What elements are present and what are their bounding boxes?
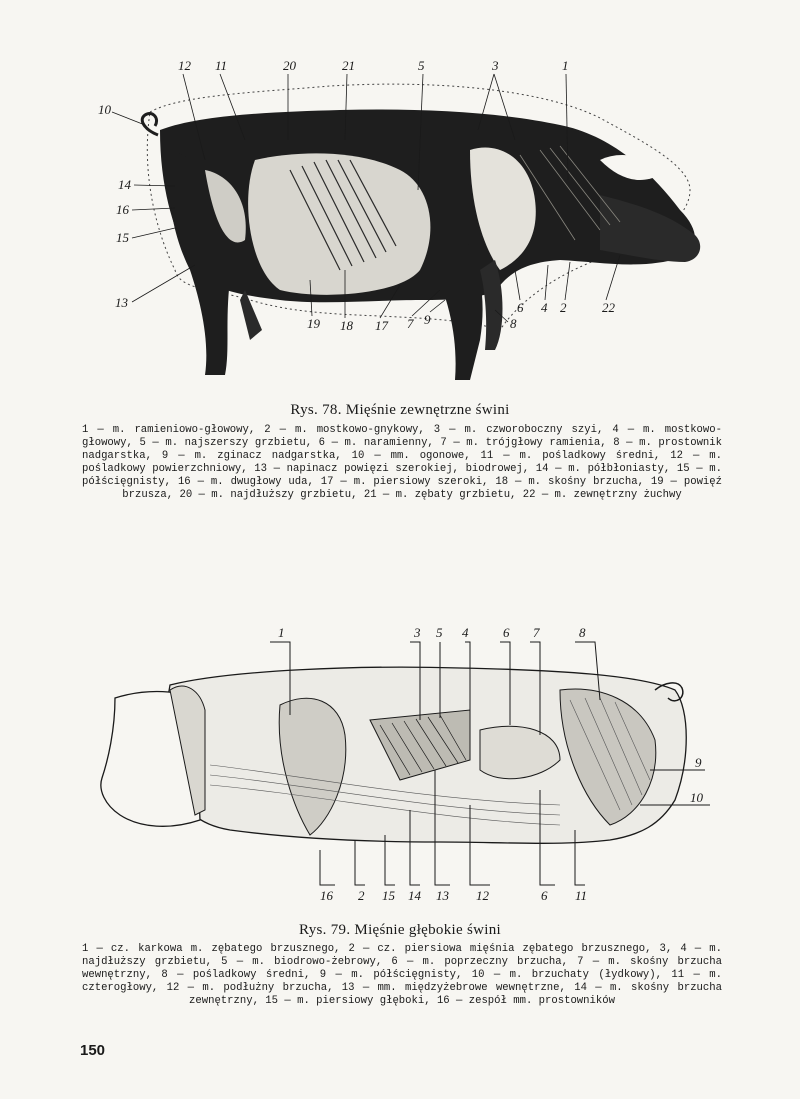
callout-9: 9 [695,755,702,770]
callout-7: 7 [533,625,540,640]
callout-6b: 6 [541,888,548,903]
callout-4: 4 [462,625,469,640]
figure-78-callouts-top [178,58,569,73]
callout-14: 14 [118,177,131,192]
callout-11: 11 [215,58,228,73]
callout-14: 14 [408,888,421,903]
callout-10: 10 [690,790,703,805]
callout-5: 5 [418,58,425,73]
callout-11: 11 [575,888,588,903]
callout-15: 15 [382,888,395,903]
callout-15: 15 [116,230,129,245]
callout-7: 7 [407,316,414,331]
figure-79-illustration [0,610,800,910]
callout-16: 16 [320,888,333,903]
figure-79-callouts-right [690,755,704,805]
callout-2: 2 [358,888,365,903]
callout-1: 1 [562,58,569,73]
figure-79-callouts-bottom [320,888,587,903]
callout-13: 13 [115,295,128,310]
callout-12: 12 [476,888,489,903]
figure-78-caption-body: 1 — m. ramieniowo-głowowy, 2 — m. mostkowo-gnykowy, 3 — m. czworoboczny szyi, 4 — m. mostkowo-głowowy, 5 — m. najszerszy grzbietu, 6 — m. naramienny, 7 — m. trójgłowy ramienia, 8 — m. prostownik nadgarstka, 9 — m. zginacz nadgarstka, 10 — mm. ogonowe, 11 — m. pośladkowy średni, 12 — m. pośladkowy powierzchniowy, 13 — napinacz powięzi szerokiej, biodrowej, 14 — m. półbłoniasty, 15 — m. półścięgnisty, 16 — m. dwugłowy uda, 17 — m. piersiowy szeroki, 18 — m. skośny brzucha, 19 — powięź brzusza, 20 — m. najdłuższy grzbietu, 21 — m. zębaty grzbietu, 22 — m. zewnętrzny żuchwy [82,424,722,501]
figure-79-callouts-top [278,625,586,640]
callout-6: 6 [517,300,524,315]
callout-3: 3 [414,625,421,640]
callout-2: 2 [560,300,567,315]
figure-78-illustration [0,0,800,400]
callout-8: 8 [510,316,517,331]
figure-78-callouts-left [98,102,132,310]
figure-79-caption-title: Rys. 79. Mięśnie głębokie świni [298,922,502,938]
callout-16: 16 [116,202,129,217]
callout-17: 17 [375,318,388,333]
callout-21: 21 [342,58,355,73]
page-number: 150 [80,1042,106,1059]
callout-12: 12 [178,58,191,73]
pig-deep-muscles-drawing [0,610,800,910]
callout-9: 9 [424,312,431,327]
callout-4: 4 [541,300,548,315]
pig-external-muscles-drawing [0,0,800,400]
callout-1: 1 [278,625,285,640]
callout-10: 10 [98,102,111,117]
callout-8: 8 [579,625,586,640]
callout-18: 18 [340,318,353,333]
callout-22: 22 [602,300,615,315]
callout-6: 6 [503,625,510,640]
callout-3: 3 [492,58,499,73]
callout-20: 20 [283,58,296,73]
callout-5: 5 [436,625,443,640]
figure-79-caption-body: 1 — cz. karkowa m. zębatego brzusznego, 2 — cz. piersiowa mięśnia zębatego brzusznego, 3, 4 — m. najdłuższy grzbietu, 5 — m. biodrowo-żebrowy, 6 — m. poprzeczny brzucha, 7 — m. skośny brzucha wewnętrzny, 8 — pośladkowy średni, 9 — m. półścięgnisty, 10 — m. brzuchaty (łydkowy), 11 — m. czterogłowy, 12 — m. podłużny brzucha, 13 — mm. międzyżebrowe wewnętrzne, 14 — m. skośny brzucha zewnętrzny, 15 — m. piersiowy głęboki, 16 — zespół mm. prostowników [82,943,722,1007]
callout-13: 13 [436,888,449,903]
figure-78-caption-title: Rys. 78. Mięśnie zewnętrzne świni [290,402,510,418]
callout-19: 19 [307,316,320,331]
